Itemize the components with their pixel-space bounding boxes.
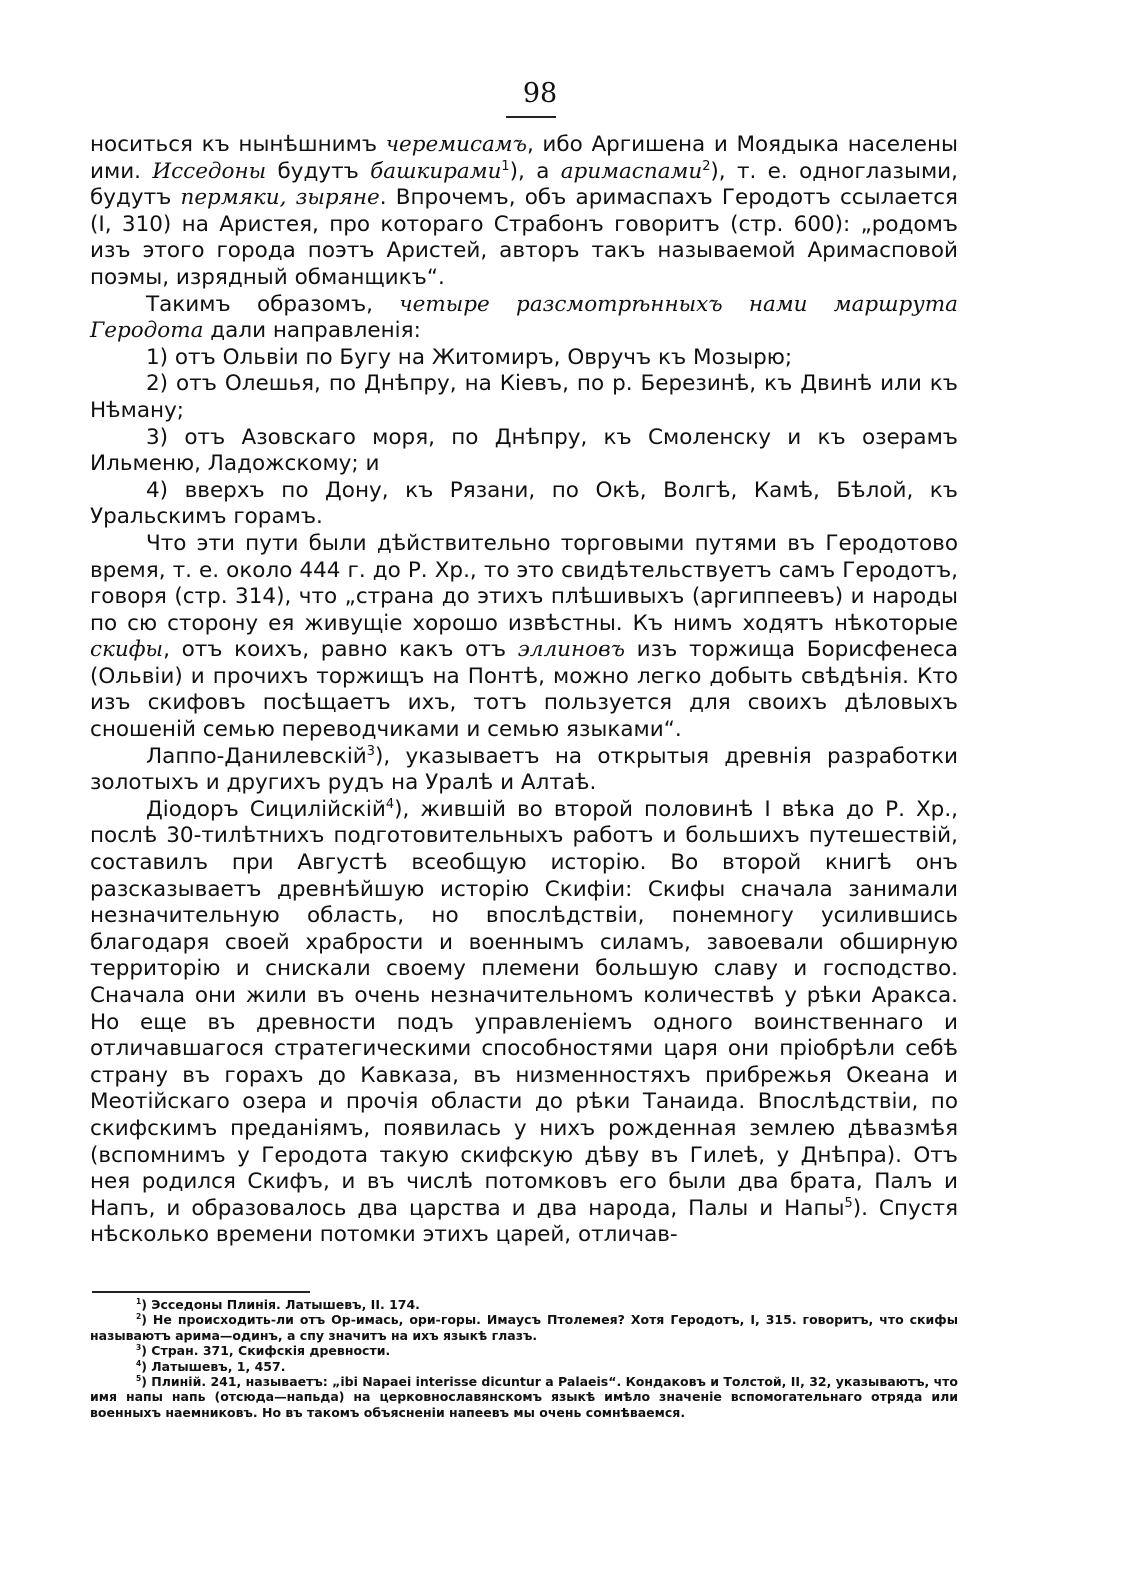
footnotes bbox=[90, 1297, 958, 1420]
paragraph-p6 bbox=[90, 478, 958, 531]
text-run: будутъ bbox=[266, 158, 371, 184]
footnote-text: ) Не происходить-ли отъ Ор-имась, ори-горы. Имаусъ Птолемея? Хотя Геродотъ, I, 315. говоритъ, что скифы называютъ арима—одинъ, а спу значитъ на ихъ языкѣ глазъ. bbox=[90, 1312, 958, 1343]
text-run: , ибо Аргишена и Моядыка населены ими. bbox=[90, 132, 958, 184]
italic-text: скифы bbox=[90, 637, 164, 663]
footnote-number: 1 bbox=[136, 1296, 142, 1306]
footnote-ref: 1 bbox=[501, 158, 510, 174]
footnote-fn2 bbox=[90, 1312, 958, 1343]
footnote-number: 2 bbox=[136, 1312, 142, 1322]
paragraph-p5 bbox=[90, 425, 958, 478]
footnote-text: ) Стран. 371, Скифскія древности. bbox=[141, 1343, 391, 1359]
text-run: 3) отъ Азовскаго моря, по Днѣпру, къ Смоленску и къ озерамъ Ильменю, Ладожскому; и bbox=[90, 424, 958, 477]
footnote-ref: 5 bbox=[844, 1195, 853, 1211]
footnote-ref: 2 bbox=[702, 158, 711, 174]
footnote-ref: 4 bbox=[385, 796, 395, 812]
text-run: носиться къ нынѣшнимъ bbox=[90, 132, 386, 157]
footnote-fn3 bbox=[90, 1343, 958, 1358]
text-run: 4) вверхъ по Дону, къ Рязани, по Окѣ, Волгѣ, Камѣ, Бѣлой, къ Уральскимъ горамъ. bbox=[90, 477, 958, 530]
italic-text: четыре разсмотрѣнныхъ нами маршрута Геродота bbox=[90, 291, 958, 344]
italic-text: эллиновъ bbox=[517, 637, 625, 663]
footnote-number: 5 bbox=[136, 1373, 142, 1383]
text-run: ), жившій во второй половинѣ I вѣка до Р. Хр., послѣ 30-тилѣтнихъ подготовительныхъ работъ и большихъ путешествій, составилъ при Августѣ всеобщую исторію. Во второй книгѣ онъ разсказываетъ древнѣйшую исторію Скифіи: Скифы сначала занимали незначительную область, но впослѣдствіи, понемногу усилившись благодаря своей храбрости и военнымъ силамъ, завоевали обширную территорію и снискали своему племени большую славу и господство. Сначала они жили въ очень незначительномъ количествѣ у рѣки Аракса. Но еще въ древности подъ управленіемъ одного воинственнаго и отличавшагося стратегическими способностями царя они пріобрѣли себѣ страну въ горахъ до Кавказа, въ низменностяхъ прибрежья Океана и Меотійскаго озера и прочія области до рѣки Танаида. Впослѣдствіи, по скифскимъ преданіямъ, появилась у нихъ рожденная землею дѣвазмѣя (вспомнимъ у Геродота такую скифскую дѣву въ Гилеѣ, у Днѣпра). Отъ нея родился Скифъ, и въ числѣ потомковъ его были два брата, Палъ и Напъ, и образовалось два царства и два народа, Палы и Напы bbox=[90, 796, 958, 1221]
text-run: ), указываетъ на открытыя древнія разработки золотыхъ и другихъ рудъ на Уралѣ и Алтаѣ. bbox=[90, 743, 958, 796]
text-run: ), т. е. одноглазыми, будутъ bbox=[90, 158, 958, 211]
paragraph-p3 bbox=[90, 345, 958, 372]
text-run: ), а bbox=[509, 158, 561, 184]
footnote-text: ) Плиній. 241, называетъ: „ibi Napaei interisse dicuntur a Palaeis“. Кондаковъ и Толстой, II, 32, указываютъ, что имя напы напь (отсюда—напьда) на церковнославянскомъ языкѣ имѣло значеніе вспомогательнаго отряда или военныхъ наемниковъ. Но въ такомъ объясненіи напеевъ мы очень сомнѣваемся. bbox=[90, 1374, 958, 1420]
text-run: , отъ коихъ, равно какъ отъ bbox=[163, 637, 518, 663]
italic-text: черемисамъ bbox=[385, 132, 527, 157]
footnote-number: 3 bbox=[136, 1343, 142, 1353]
footnote-text: ) Латышевъ, 1, 457. bbox=[141, 1358, 286, 1374]
text-run: 2) отъ Олешья, по Днѣпру, на Кіевъ, по р. Березинѣ, къ Двинѣ или къ Нѣману; bbox=[90, 371, 958, 423]
paragraph-p1 bbox=[90, 132, 958, 292]
text-run: изъ торжища Борисфенеса (Ольвіи) и прочихъ торжищъ на Понтѣ, можно легко добыть свѣдѣнія. Кто изъ скифовъ посѣщаетъ ихъ, тотъ пользуется для своихъ дѣловыхъ сношеній семью переводчиками и семью языками“. bbox=[90, 637, 958, 743]
paragraph-p8 bbox=[90, 744, 958, 797]
text-run: . Впрочемъ, объ аримаспахъ Геродотъ ссылается (I, 310) на Аристея, про котораго Страбонъ говоритъ (стр. 600): „родомъ изъ этого города поэтъ Аристей, авторъ такъ называемой Аримасповой поэмы, изрядный обманщикъ“. bbox=[90, 185, 958, 290]
text-run: Что эти пути были дѣйствительно торговыми путями въ Геродотово время, т. е. около 444 г. до Р. Хр., то это свидѣтельствуетъ самъ Геродотъ, говоря (стр. 314), что „страна до этихъ плѣшивыхъ (аргиппеевъ) и народы по сю сторону ея живущіе хорошо извѣстны. Къ нимъ ходятъ нѣкоторые bbox=[90, 530, 958, 636]
footnote-separator bbox=[92, 1291, 310, 1293]
body-text bbox=[90, 132, 958, 1249]
text-run: дали направленія: bbox=[203, 318, 421, 344]
footnote-number: 4 bbox=[136, 1358, 142, 1368]
italic-text: башкирами bbox=[370, 158, 502, 184]
paragraph-p7 bbox=[90, 531, 958, 744]
page-number: 98 bbox=[522, 78, 558, 109]
footnote-ref: 3 bbox=[366, 743, 375, 759]
italic-text: пермяки, зыряне bbox=[180, 185, 380, 211]
footnote-fn4 bbox=[90, 1359, 958, 1374]
text-run: ). Спустя нѣсколько времени потомки этихъ царей, отличав- bbox=[90, 1195, 958, 1248]
page-number-underline bbox=[506, 116, 556, 118]
italic-text: аримаспами bbox=[560, 158, 703, 184]
footnote-fn1 bbox=[90, 1297, 958, 1312]
text-run: Діодоръ Сицилійскій bbox=[146, 796, 386, 822]
paragraph-p2 bbox=[90, 292, 958, 345]
text-run: Лаппо-Данилевскій bbox=[146, 743, 367, 769]
paragraph-p4 bbox=[90, 371, 958, 424]
footnote-fn5 bbox=[90, 1374, 958, 1420]
italic-text: Исседоны bbox=[152, 158, 267, 184]
footnote-text: ) Эсседоны Плинія. Латышевъ, II. 174. bbox=[141, 1297, 420, 1312]
text-run: Такимъ образомъ, bbox=[146, 291, 400, 317]
text-run: 1) отъ Ольвіи по Бугу на Житомиръ, Овручъ къ Мозырю; bbox=[146, 344, 793, 370]
paragraph-p9 bbox=[90, 797, 958, 1249]
